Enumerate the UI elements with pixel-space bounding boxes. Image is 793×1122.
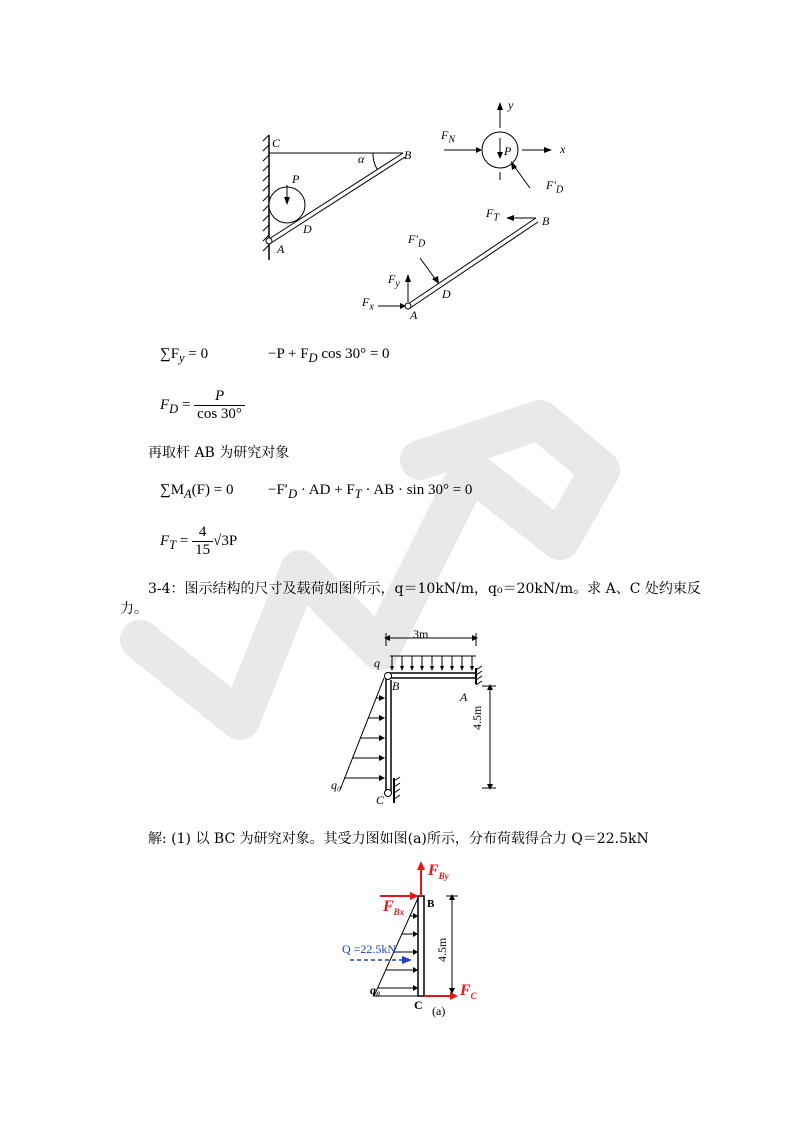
text-study-ab: 再取杆 AB 为研究对象 — [148, 445, 290, 461]
fig1-label-p: P — [292, 172, 300, 186]
fig2-label-y: y — [508, 98, 514, 112]
fig2-label-fd-prime: $F'_D$ — [546, 178, 564, 196]
problem-line-2: 力。 — [120, 601, 148, 617]
equation-3-right: $-F'_D$ · AD + $F_T$ · AB · sin 30° = 0 — [268, 482, 473, 501]
fig3-label-a: A — [410, 308, 418, 322]
fig5-label-fc: $F_C$ — [460, 982, 477, 1002]
fig3-label-d: D — [442, 287, 451, 301]
equation-3: $\sum M_A(F) = 0$ — [160, 482, 234, 501]
fig4-label-c: C — [376, 793, 385, 807]
fig1-label-b: B — [404, 148, 412, 162]
fig4-label-3m: 3m — [413, 627, 429, 641]
fig1-label-alpha: α — [358, 152, 365, 166]
fig4-label-q0: q₀ — [331, 778, 342, 792]
figure-3-bar-fbd — [350, 200, 560, 320]
fig3-label-b: B — [542, 214, 550, 228]
fig2-label-fn: $F_N$ — [441, 128, 456, 146]
fig5-label-dim: 4.5m — [435, 937, 449, 962]
fig5-label-fbx: $F_{Bx}$ — [383, 898, 405, 918]
equation-4-fraction: $\frac{4}{15}$ — [192, 524, 213, 559]
fig3-label-fd-prime: $F'_D$ — [408, 232, 426, 250]
solution-line: 解: (1) 以 BC 为研究对象。其受力图如图(a)所示，分布荷载得合力 Q＝22.5kN — [148, 831, 649, 847]
fig2-label-x: x — [560, 142, 566, 156]
problem-line-1: 3-4：图示结构的尺寸及载荷如图所示，q＝10kN/m，q₀＝20kN/m。求 A、C 处约束反 — [148, 581, 701, 597]
fig1-label-d: D — [303, 222, 312, 236]
fig4-label-4-5m: 4.5m — [470, 705, 484, 730]
fig4-label-a: A — [460, 690, 468, 704]
fig3-label-ft: $F_T$ — [486, 206, 499, 224]
equation-2: $F_D$ = $\frac{P}{\cos 30^\circ}$ — [160, 388, 245, 423]
fig5-label-fby: $F_{By}$ — [428, 862, 449, 882]
fig1-label-c: C — [272, 136, 281, 150]
fig5-caption: (a) — [432, 1004, 446, 1018]
equation-1-right: $-P + F_D$ cos 30° = 0 — [268, 346, 390, 365]
fig3-label-fx: $F_x$ — [362, 295, 374, 313]
fig3-label-fy: $F_y$ — [388, 272, 400, 290]
fig4-label-b: B — [392, 679, 400, 693]
fig5-label-q0: q₀ — [370, 983, 381, 997]
fig5-label-q: Q =22.5kN — [342, 942, 397, 956]
fig1-label-a: A — [277, 242, 285, 256]
equation-1: $\sum F_y = 0$ — [160, 346, 209, 365]
fig2-label-p: P — [504, 144, 512, 158]
fig5-label-c: C — [414, 998, 423, 1012]
fig4-label-q: q — [374, 656, 380, 670]
equation-2-fraction: $\frac{P}{\cos 30^\circ}$ — [194, 388, 245, 423]
fig5-label-b: B — [427, 898, 435, 910]
equation-4: $F_T$ = $\frac{4}{15}$ √3P — [160, 524, 238, 558]
